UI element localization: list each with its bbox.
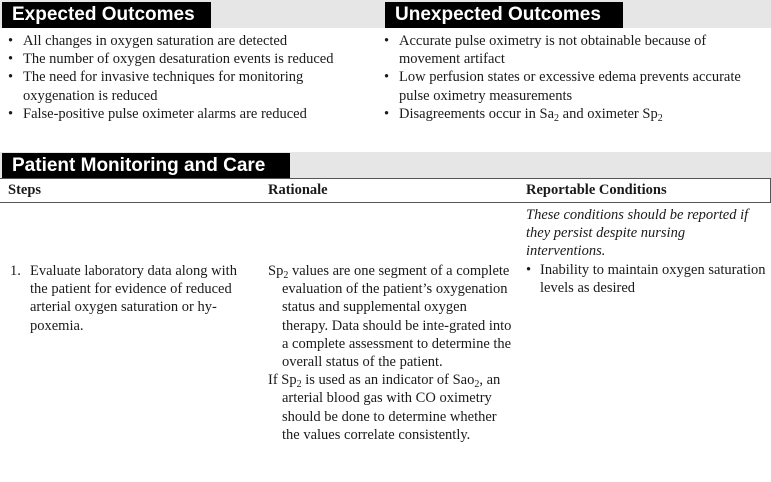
patient-monitoring-title: Patient Monitoring and Care — [2, 153, 290, 179]
table-top-rule — [0, 178, 771, 179]
reportable-cell — [526, 206, 766, 297]
list-item: • The need for invasive techniques for monitoring oxygenation is reduced — [8, 68, 378, 104]
list-item-text: Disagreements occur in Sa — [399, 105, 555, 122]
step-1 — [8, 262, 256, 335]
rationale-text: is used as an indicator of Sao — [301, 372, 475, 389]
expected-outcomes-list — [8, 32, 378, 123]
subscript: 2 — [554, 112, 560, 124]
rationale-paragraph-2 — [268, 371, 513, 444]
step-text: Evaluate laboratory data along with the patient for evidence of reduced arterial oxygen saturation or hy-poxemia. — [30, 263, 237, 334]
reportable-item: • Inability to maintain oxygen saturation levels as desired — [526, 261, 766, 297]
step-number: 1. — [10, 263, 21, 279]
subscript: 2 — [474, 379, 480, 391]
subscript: 2 — [296, 379, 302, 391]
rationale-paragraph-1 — [268, 262, 513, 371]
list-item-text: and oximeter Sp — [559, 105, 658, 122]
subscript: 2 — [283, 270, 289, 281]
list-item: • All changes in oxygen saturation are detected — [8, 32, 378, 50]
reportable-note: These conditions should be reported if they persist despite nursing interventions. — [526, 207, 749, 260]
rationale-text: , an arterial blood gas with CO oximetry should be done to determine whether the values correlate consistently. — [282, 372, 501, 443]
table-header-rule — [0, 202, 771, 203]
rationale-text: Sp — [268, 263, 284, 279]
column-header-rationale: Rationale — [268, 182, 328, 198]
subscript: 2 — [657, 112, 663, 124]
column-header-reportable: Reportable Conditions — [526, 182, 667, 198]
rationale-text: values are one segment of a complete evaluation of the patient’s oxygenation status and supplemental oxygen therapy. Data should be inte-grated into a complete assessment to determine the overall status of the patient. — [282, 263, 512, 371]
list-item — [384, 105, 766, 123]
list-item: • False-positive pulse oximeter alarms are reduced — [8, 105, 378, 123]
unexpected-outcomes-title: Unexpected Outcomes — [385, 2, 623, 28]
rationale-text: If Sp — [268, 372, 297, 389]
column-header-steps: Steps — [8, 182, 42, 198]
rationale-cell — [268, 262, 513, 444]
unexpected-outcomes-list — [384, 32, 766, 123]
list-item: • Accurate pulse oximetry is not obtainable because of movement artifact — [384, 32, 766, 68]
list-item: • The number of oxygen desaturation events is reduced — [8, 50, 378, 68]
list-item: • Low perfusion states or excessive edema prevents accurate pulse oximetry measurements — [384, 68, 766, 104]
expected-outcomes-title: Expected Outcomes — [2, 2, 211, 28]
